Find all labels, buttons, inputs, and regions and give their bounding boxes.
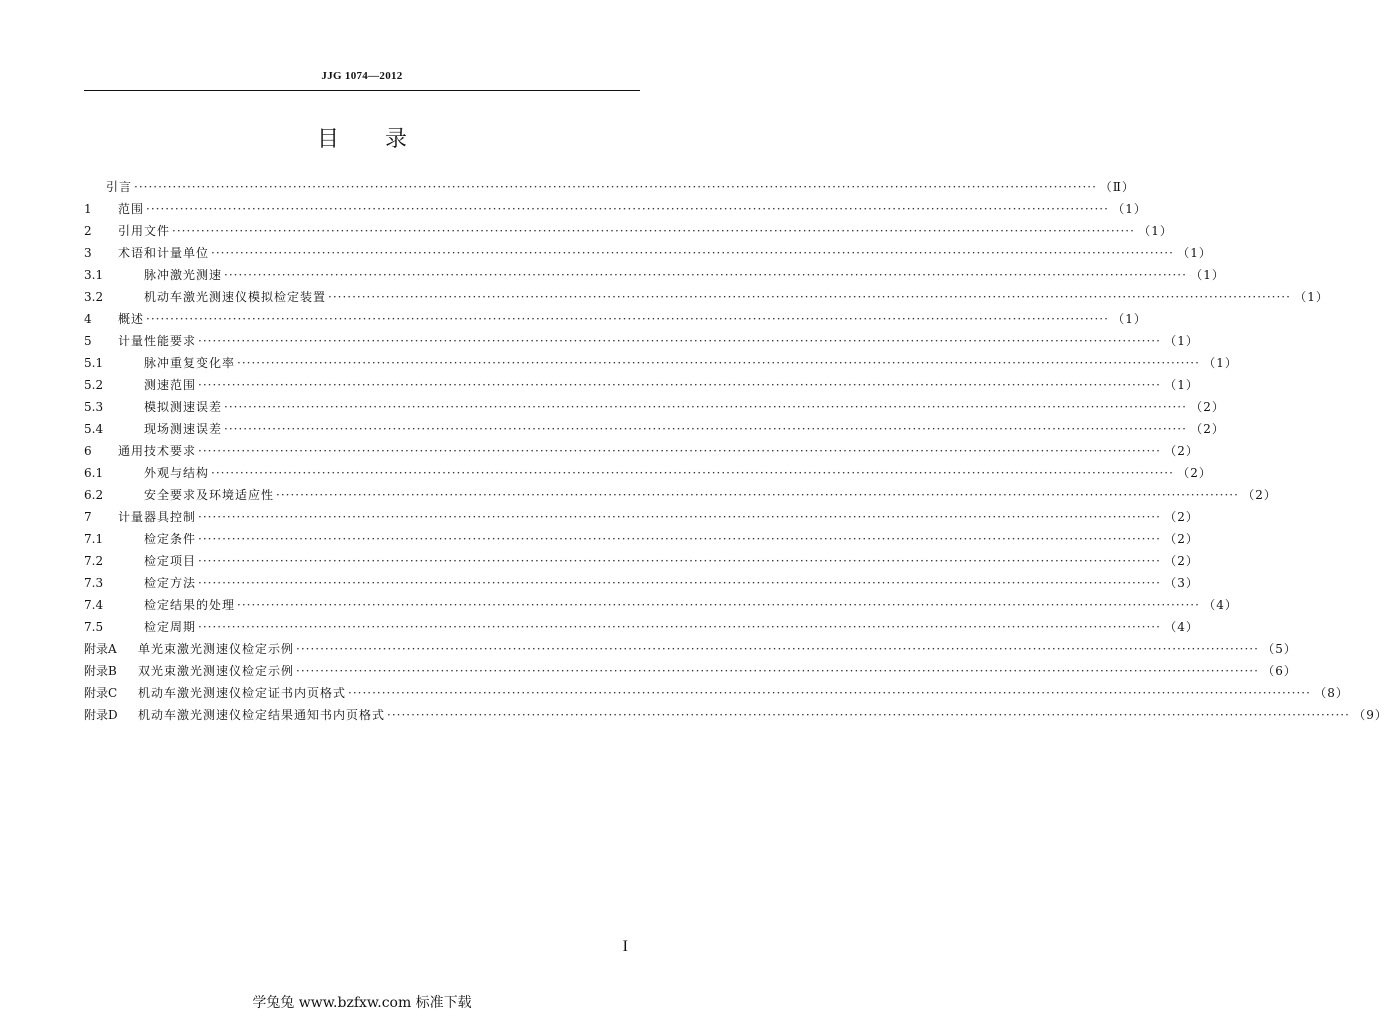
toc-entry-page: （2） xyxy=(1242,488,1277,502)
toc-leader-dots: ········································································································································································································ xyxy=(198,444,1161,458)
toc-leader-dots: ········································································································································································································ xyxy=(237,598,1200,612)
toc-leader-dots: ········································································································································································································ xyxy=(198,334,1161,348)
toc-entry-label: 范围 xyxy=(118,202,145,216)
toc-entry-label: 计量性能要求 xyxy=(118,334,197,348)
toc-leader-dots: ········································································································································································································ xyxy=(198,510,1161,524)
toc-entry-number: 6 xyxy=(84,444,92,458)
toc-entry-number: 6.1 xyxy=(84,466,104,480)
toc-entry[interactable] xyxy=(84,616,1199,638)
toc-entry[interactable] xyxy=(84,572,1199,594)
toc-entry[interactable] xyxy=(84,220,1173,242)
toc-entry-number: 3.1 xyxy=(84,268,104,282)
toc-entry[interactable] xyxy=(84,484,1277,506)
toc-entry-page: （2） xyxy=(1190,422,1225,436)
toc-entry-number: 附录B xyxy=(84,664,117,678)
toc-entry-number: 5.1 xyxy=(84,356,104,370)
toc-entry-page: （1） xyxy=(1203,356,1238,370)
toc-entry[interactable] xyxy=(84,506,1199,528)
toc-leader-dots: ········································································································································································································ xyxy=(296,642,1259,656)
toc-entry[interactable] xyxy=(84,704,1388,726)
toc-entry-page: （1） xyxy=(1190,268,1225,282)
toc-entry-number: 7.5 xyxy=(84,620,104,634)
toc-entry-number: 5.3 xyxy=(84,400,104,414)
title-char-right: 录 xyxy=(385,127,408,152)
toc-entry-number: 附录A xyxy=(84,642,117,656)
toc-entry-number: 6.2 xyxy=(84,488,104,502)
toc-leader-dots: ········································································································································································································ xyxy=(387,708,1350,722)
toc-entry-page: （2） xyxy=(1164,444,1199,458)
toc-leader-dots: ········································································································································································································ xyxy=(134,180,1097,194)
toc-entry[interactable] xyxy=(84,242,1212,264)
toc-entry-page: （2） xyxy=(1190,400,1225,414)
toc-entry[interactable] xyxy=(84,638,1297,660)
toc-entry-page: （2） xyxy=(1164,532,1199,546)
toc-leader-dots: ········································································································································································································ xyxy=(146,202,1109,216)
toc-entry-label: 通用技术要求 xyxy=(118,444,197,458)
page-title xyxy=(0,122,724,153)
toc-entry-page: （1） xyxy=(1112,202,1147,216)
toc-entry-label: 机动车激光测速仪检定结果通知书内页格式 xyxy=(138,708,386,722)
toc-entry-label: 安全要求及环境适应性 xyxy=(144,488,275,502)
toc-leader-dots: ········································································································································································································ xyxy=(198,532,1161,546)
toc-leader-dots: ········································································································································································································ xyxy=(172,224,1135,238)
toc-entry-number: 5 xyxy=(84,334,92,348)
toc-entry-label: 检定方法 xyxy=(144,576,197,590)
toc-entry-number: 附录D xyxy=(84,708,118,722)
toc-entry[interactable] xyxy=(84,550,1199,572)
toc-leader-dots: ········································································································································································································ xyxy=(224,422,1187,436)
toc-entry[interactable] xyxy=(84,286,1329,308)
toc-entry-label: 检定结果的处理 xyxy=(144,598,236,612)
toc-entry-label: 计量器具控制 xyxy=(118,510,197,524)
toc-leader-dots: ········································································································································································································ xyxy=(224,268,1187,282)
toc-entry-number: 2 xyxy=(84,224,92,238)
toc-entry-label: 机动车激光测速仪检定证书内页格式 xyxy=(138,686,347,700)
toc-entry-label: 检定条件 xyxy=(144,532,197,546)
toc-entry-label: 检定项目 xyxy=(144,554,197,568)
toc-entry[interactable] xyxy=(84,462,1212,484)
document-code-header: JJG 1074—2012 xyxy=(321,70,403,82)
toc-entry-number: 7.3 xyxy=(84,576,104,590)
toc-leader-dots: ········································································································································································································ xyxy=(348,686,1311,700)
toc-entry-number: 7 xyxy=(84,510,92,524)
toc-entry[interactable] xyxy=(84,176,1135,198)
page-number: I xyxy=(622,938,628,955)
toc-entry-number: 5.2 xyxy=(84,378,104,392)
toc-entry[interactable] xyxy=(84,198,1147,220)
toc-entry-number: 4 xyxy=(84,312,92,326)
toc-leader-dots: ········································································································································································································ xyxy=(211,466,1174,480)
toc-leader-dots: ········································································································································································································ xyxy=(146,312,1109,326)
toc-entry-label: 引用文件 xyxy=(118,224,171,238)
toc-leader-dots: ········································································································································································································ xyxy=(276,488,1239,502)
toc-entry-page: （5） xyxy=(1262,642,1297,656)
toc-entry-number: 5.4 xyxy=(84,422,104,436)
toc-leader-dots: ········································································································································································································ xyxy=(198,378,1161,392)
toc-entry-label: 引言 xyxy=(106,180,133,194)
toc-entry-page: （2） xyxy=(1177,466,1212,480)
toc-entry-page: （1） xyxy=(1177,246,1212,260)
footer-watermark-text: 学兔兔 www.bzfxw.com 标准下载 xyxy=(252,995,472,1011)
toc-leader-dots: ········································································································································································································ xyxy=(237,356,1200,370)
toc-entry-page: （2） xyxy=(1164,510,1199,524)
toc-entry-label: 双光束激光测速仪检定示例 xyxy=(138,664,295,678)
toc-leader-dots: ········································································································································································································ xyxy=(296,664,1259,678)
toc-entry-label: 机动车激光测速仪模拟检定装置 xyxy=(144,290,327,304)
toc-entry-page: （1） xyxy=(1294,290,1329,304)
toc-entry-label: 检定周期 xyxy=(144,620,197,634)
toc-entry-page: （4） xyxy=(1164,620,1199,634)
toc-entry[interactable] xyxy=(84,418,1225,440)
toc-leader-dots: ········································································································································································································ xyxy=(198,576,1161,590)
toc-entry[interactable] xyxy=(84,264,1225,286)
toc-leader-dots: ········································································································································································································ xyxy=(198,620,1161,634)
toc-entry-label: 概述 xyxy=(118,312,145,326)
toc-entry-page: （2） xyxy=(1164,554,1199,568)
toc-entry-number: 7.2 xyxy=(84,554,104,568)
header-rule xyxy=(84,90,640,91)
toc-entry[interactable] xyxy=(84,374,1199,396)
toc-entry[interactable] xyxy=(84,352,1238,374)
toc-entry-label: 测速范围 xyxy=(144,378,197,392)
toc-entry-label: 单光束激光测速仪检定示例 xyxy=(138,642,295,656)
toc-entry-page: （1） xyxy=(1138,224,1173,238)
toc-entry-label: 脉冲重复变化率 xyxy=(144,356,236,370)
toc-entry-label: 脉冲激光测速 xyxy=(144,268,223,282)
toc-entry-label: 模拟测速误差 xyxy=(144,400,223,414)
toc-entry[interactable] xyxy=(84,330,1199,352)
title-char-left: 目 xyxy=(316,127,339,152)
toc-entry-number: 附录C xyxy=(84,686,118,700)
toc-leader-dots: ········································································································································································································ xyxy=(211,246,1174,260)
toc-entry-page: （1） xyxy=(1112,312,1147,326)
toc-entry-label: 现场测速误差 xyxy=(144,422,223,436)
toc-entry-page: （3） xyxy=(1164,576,1199,590)
toc-entry[interactable] xyxy=(84,308,1147,330)
toc-leader-dots: ········································································································································································································ xyxy=(224,400,1187,414)
toc-entry[interactable] xyxy=(84,396,1225,418)
toc-entry-number: 7.1 xyxy=(84,532,104,546)
toc-entry-label: 外观与结构 xyxy=(144,466,210,480)
toc-entry-page: （4） xyxy=(1203,598,1238,612)
table-of-contents xyxy=(84,176,1388,726)
toc-entry-number: 1 xyxy=(84,202,92,216)
toc-entry-page: （6） xyxy=(1262,664,1297,678)
toc-entry-page: （1） xyxy=(1164,334,1199,348)
toc-entry-number: 3.2 xyxy=(84,290,104,304)
toc-entry[interactable] xyxy=(84,594,1238,616)
toc-leader-dots: ········································································································································································································ xyxy=(328,290,1291,304)
toc-entry-page: （Ⅱ） xyxy=(1099,180,1135,194)
toc-entry-page: （8） xyxy=(1314,686,1349,700)
toc-entry[interactable] xyxy=(84,682,1349,704)
toc-entry-label: 术语和计量单位 xyxy=(118,246,210,260)
toc-entry[interactable] xyxy=(84,528,1199,550)
toc-entry-page: （9） xyxy=(1353,708,1388,722)
toc-leader-dots: ········································································································································································································ xyxy=(198,554,1161,568)
toc-entry[interactable] xyxy=(84,660,1297,682)
toc-entry[interactable] xyxy=(84,440,1199,462)
toc-entry-number: 7.4 xyxy=(84,598,104,612)
toc-entry-number: 3 xyxy=(84,246,92,260)
toc-entry-page: （1） xyxy=(1164,378,1199,392)
